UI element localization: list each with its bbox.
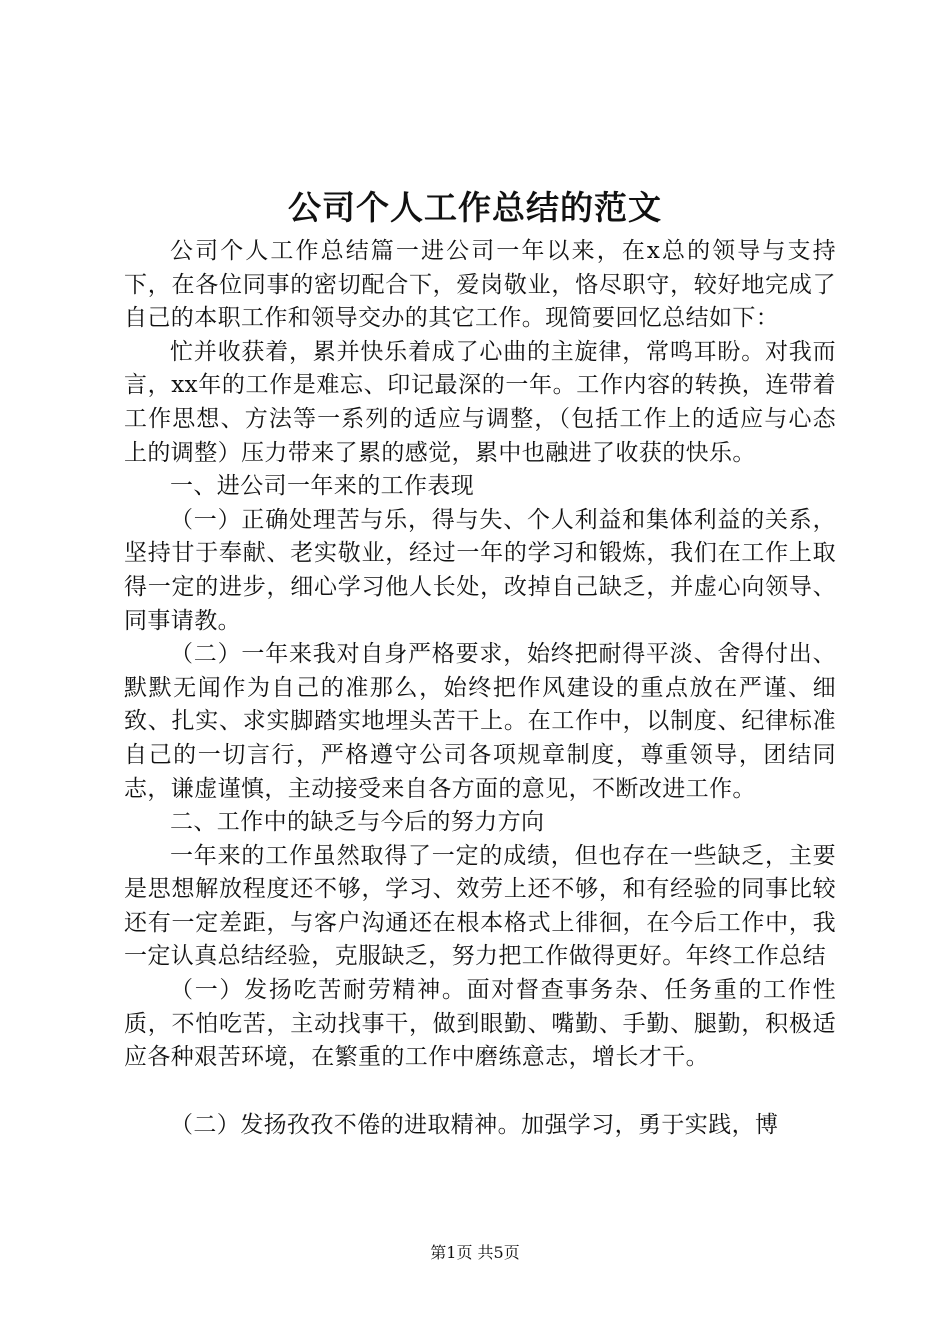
section-heading-shortcomings: 二、工作中的缺乏与今后的努力方向	[170, 809, 545, 836]
document-title: 公司个人工作总结的范文	[288, 188, 662, 227]
paragraph-progressive: （二）发扬孜孜不倦的进取精神。加强学习，勇于实践，博	[170, 1111, 779, 1138]
paragraph-busy-and-gain: 忙并收获着，累并快乐着成了心曲的主旋律，常鸣耳盼。对我而言，xx年的工作是难忘、印记最深的一年。工作内容的转换，连带着工作思想、方法等一系列的适应与调整，（包括工作上的适应与心态上的调整）压力带来了累的感觉，累中也融进了收获的快乐。	[124, 338, 836, 466]
page-number-footer: 第1页 共5页	[430, 1243, 520, 1262]
paragraph-intro: 公司个人工作总结篇一进公司一年以来，在x总的领导与支持下，在各位同事的密切配合下，爱岗敬业，恪尽职守，较好地完成了自己的本职工作和领导交办的其它工作。现简要回忆总结如下：	[124, 238, 836, 332]
paragraph-item-2: （二）一年来我对自身严格要求，始终把耐得平淡、舍得付出、默默无闻作为自己的准那么，始终把作风建设的重点放在严谨、细致、扎实、求实脚踏实地埋头苦干上。在工作中，以制度、纪律标准自己的一切言行，严格遵守公司各项规章制度，尊重领导，团结同志，谦虚谨慎，主动接受来自各方面的意见，不断改进工作。	[124, 641, 836, 802]
section-heading-performance: 一、进公司一年来的工作表现	[170, 473, 475, 500]
paragraph-hardworking: （一）发扬吃苦耐劳精神。面对督查事务杂、任务重的工作性质，不怕吃苦，主动找事干，做到眼勤、嘴勤、手勤、腿勤，积极适应各种艰苦环境，在繁重的工作中磨练意志，增长才干。	[124, 977, 836, 1071]
paragraph-shortcomings: 一年来的工作虽然取得了一定的成绩，但也存在一些缺乏，主要是思想解放程度还不够，学习、效劳上还不够，和有经验的同事比较还有一定差距，与客户沟通还在根本格式上徘徊，在今后工作中，我一定认真总结经验，克服缺乏，努力把工作做得更好。年终工作总结	[124, 842, 836, 970]
document-body	[124, 235, 836, 1142]
paragraph-item-1: （一）正确处理苦与乐，得与失、个人利益和集体利益的关系，坚持甘于奉献、老实敬业，经过一年的学习和锻炼，我们在工作上取得一定的进步，细心学习他人长处，改掉自己缺乏，并虚心向领导、同事请教。	[124, 506, 836, 634]
